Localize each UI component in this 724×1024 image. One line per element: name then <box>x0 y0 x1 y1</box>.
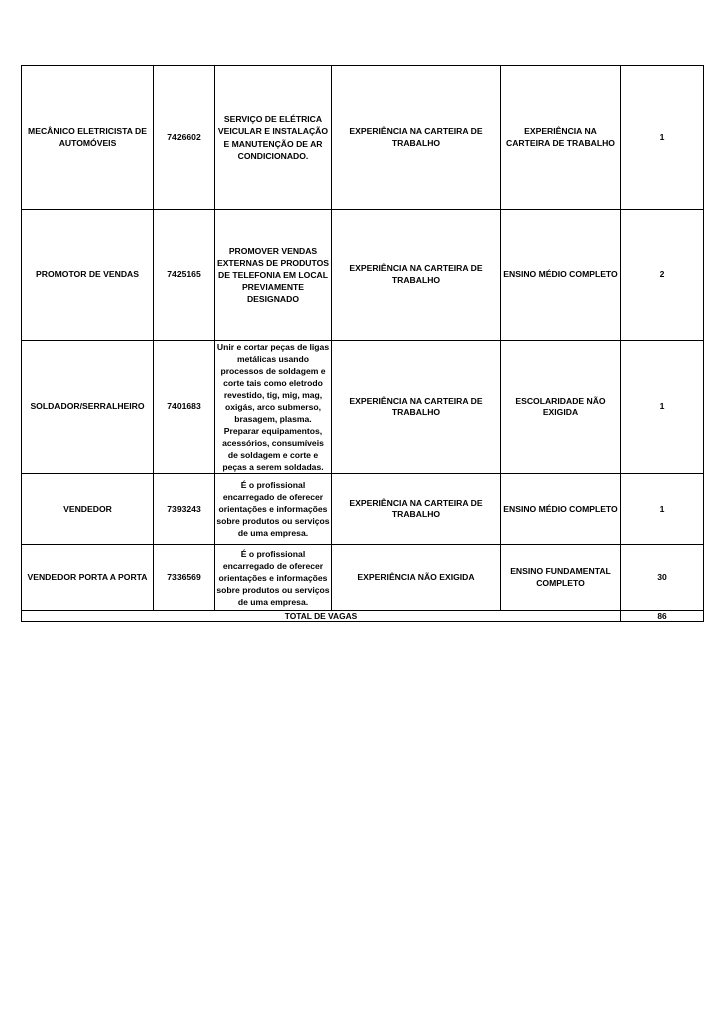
education-cell: ESCOLARIDADE NÃO EXIGIDA <box>501 341 621 474</box>
table-row <box>22 474 704 545</box>
occupation-cell: VENDEDOR <box>22 474 154 545</box>
code-cell: 7401683 <box>154 341 215 474</box>
description-cell: PROMOVER VENDAS EXTERNAS DE PRODUTOS DE TELEFONIA EM LOCAL PREVIAMENTE DESIGNADO <box>215 210 332 341</box>
code-cell: 7393243 <box>154 474 215 545</box>
experience-cell: EXPERIÊNCIA NA CARTEIRA DE TRABALHO <box>332 341 501 474</box>
education-cell: ENSINO FUNDAMENTAL COMPLETO <box>501 545 621 611</box>
code-cell: 7425165 <box>154 210 215 341</box>
table-row <box>22 341 704 474</box>
education-cell: EXPERIÊNCIA NA CARTEIRA DE TRABALHO <box>501 66 621 210</box>
vacancies-cell: 2 <box>621 210 704 341</box>
occupation-cell: MECÂNICO ELETRICISTA DE AUTOMÓVEIS <box>22 66 154 210</box>
vacancies-cell: 1 <box>621 341 704 474</box>
table-row <box>22 545 704 611</box>
code-cell: 7426602 <box>154 66 215 210</box>
vacancies-cell: 30 <box>621 545 704 611</box>
vacancies-cell: 1 <box>621 474 704 545</box>
description-cell: Unir e cortar peças de ligas metálicas usando processos de soldagem e corte tais como eletrodo revestido, tig, mig, mag, oxigás, arco submerso, brasagem, plasma. Preparar equipamentos, acessórios, consumíveis de soldagem e corte e peças a serem soldadas. <box>215 341 332 474</box>
job-vacancies-table <box>21 65 704 622</box>
description-cell: É o profissional encarregado de oferecer orientações e informações sobre produtos ou serviços de uma empresa. <box>215 474 332 545</box>
occupation-cell: VENDEDOR PORTA A PORTA <box>22 545 154 611</box>
experience-cell: EXPERIÊNCIA NA CARTEIRA DE TRABALHO <box>332 66 501 210</box>
education-cell: ENSINO MÉDIO COMPLETO <box>501 474 621 545</box>
occupation-cell: PROMOTOR DE VENDAS <box>22 210 154 341</box>
vacancies-cell: 1 <box>621 66 704 210</box>
total-row <box>22 611 704 622</box>
experience-cell: EXPERIÊNCIA NA CARTEIRA DE TRABALHO <box>332 210 501 341</box>
table-row <box>22 66 704 210</box>
education-cell: ENSINO MÉDIO COMPLETO <box>501 210 621 341</box>
experience-cell: EXPERIÊNCIA NA CARTEIRA DE TRABALHO <box>332 474 501 545</box>
description-cell: SERVIÇO DE ELÉTRICA VEICULAR E INSTALAÇÃO E MANUTENÇÃO DE AR CONDICIONADO. <box>215 66 332 210</box>
code-cell: 7336569 <box>154 545 215 611</box>
description-cell: É o profissional encarregado de oferecer orientações e informações sobre produtos ou serviços de uma empresa. <box>215 545 332 611</box>
total-value: 86 <box>621 611 704 622</box>
occupation-cell: SOLDADOR/SERRALHEIRO <box>22 341 154 474</box>
table-row <box>22 210 704 341</box>
experience-cell: EXPERIÊNCIA NÃO EXIGIDA <box>332 545 501 611</box>
total-label: TOTAL DE VAGAS <box>22 611 621 622</box>
